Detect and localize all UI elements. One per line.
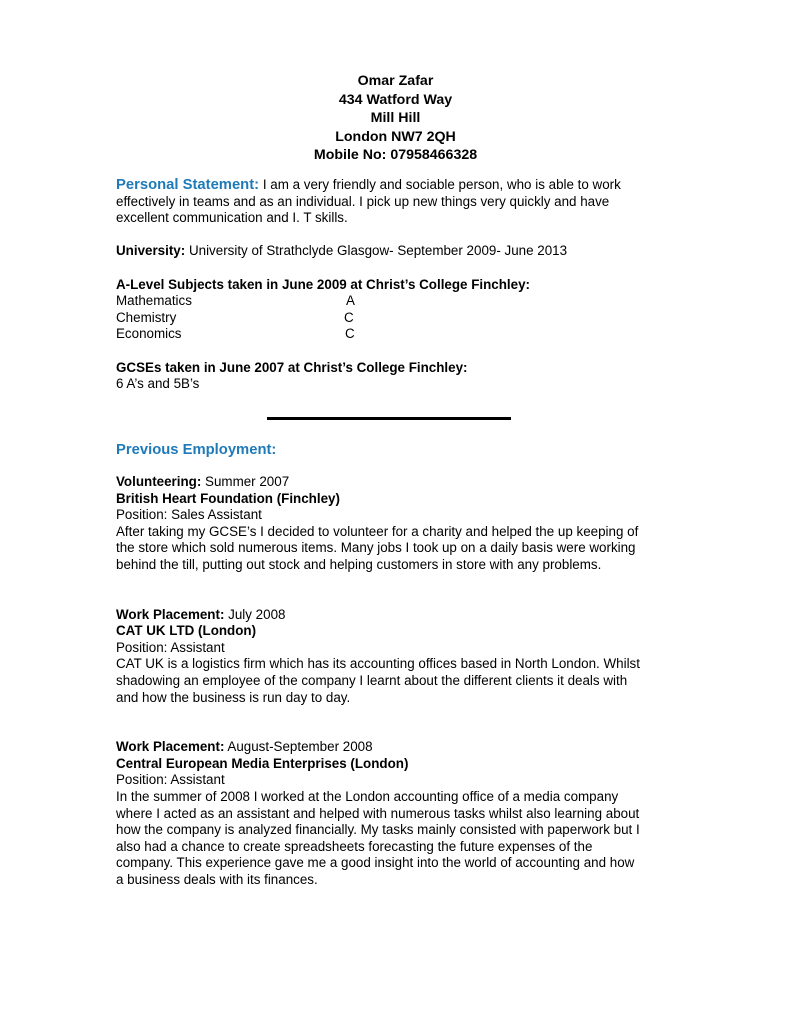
personal-statement-line-3: excellent communication and I. T skills. (116, 210, 348, 226)
alevel-grade: A (346, 293, 355, 309)
alevel-subject: Mathematics (116, 293, 192, 309)
job-description-line: In the summer of 2008 I worked at the London accounting office of a media company (116, 788, 619, 804)
alevel-grade: C (345, 326, 355, 342)
alevel-row (116, 326, 676, 343)
education-section (116, 177, 676, 393)
university-value: University of Strathclyde Glasgow- September 2009- June 2013 (188, 243, 568, 259)
alevel-grade: C (344, 309, 354, 325)
job-label: Work Placement: (116, 606, 225, 622)
job-date: Summer 2007 (205, 474, 290, 489)
personal-statement-title: Personal Statement: (116, 177, 260, 193)
job-description-line: the store which sold numerous items. Many jobs I took up on a daily basis were working (116, 540, 636, 556)
job-description-line: After taking my GCSE’s I decided to volunteer for a charity and helped the up keeping of (116, 523, 639, 539)
mobile-number: Mobile No: 07958466328 (313, 147, 478, 163)
job-date: August-September 2008 (227, 739, 373, 755)
job-label: Work Placement: (116, 739, 225, 755)
job-position: Position: Assistant (116, 772, 225, 788)
job-header (116, 739, 678, 756)
job-description-line: also had a chance to create spreadsheets forecasting the future expenses of the (116, 838, 593, 854)
job-header (116, 607, 678, 624)
job-position: Position: Sales Assistant (116, 507, 262, 523)
personal-statement-line-2: effectively in teams and as an individual. I pick up new things very quickly and have (116, 193, 610, 209)
alevels-title: A-Level Subjects taken in June 2009 at Christ’s College Finchley: (116, 276, 530, 292)
job-description-line: CAT UK is a logistics firm which has its accounting offices based in North London. Whilst (116, 656, 640, 672)
job-header (116, 474, 678, 491)
job-description-line: and how the business is run day to day. (116, 689, 351, 705)
alevel-subject: Economics (116, 326, 182, 342)
job-description-line: a business deals with its finances. (116, 871, 318, 887)
job-description-line: behind the till, putting out stock and helping customers in store with any problems. (116, 556, 602, 572)
address-line-1: 434 Watford Way (338, 91, 453, 108)
employment-title: Previous Employment: (116, 442, 277, 458)
job-company: Central European Media Enterprises (London) (116, 755, 409, 771)
contact-header (0, 72, 791, 165)
personal-statement-line-1: I am a very friendly and sociable person, who is able to work (262, 177, 621, 192)
job-description-line: where I acted as an assistant and helped with numerous tasks whilst also learning about (116, 805, 640, 821)
job-position: Position: Assistant (116, 639, 225, 655)
employment-section (116, 474, 678, 888)
job-description-line: shadowing an employee of the company I learnt about the different clients it deals with (116, 672, 628, 688)
university-label: University: (116, 243, 186, 259)
alevel-row (116, 293, 676, 310)
gcses-title: GCSEs taken in June 2007 at Christ’s College Finchley: (116, 359, 468, 375)
alevel-row (116, 310, 676, 327)
job-description-line: how the company is analyzed financially. My tasks mainly consisted with paperwork but I (116, 822, 640, 838)
address-line-3: London NW7 2QH (335, 128, 456, 145)
job-company: CAT UK LTD (London) (116, 623, 257, 639)
gcses-value: 6 A’s and 5B’s (116, 376, 200, 392)
section-divider (267, 417, 511, 420)
job-entry (116, 607, 678, 707)
job-label: Volunteering: (116, 474, 202, 489)
applicant-name: Omar Zafar (357, 73, 434, 89)
job-description-line: company. This experience gave me a good insight into the world of accounting and how (116, 855, 635, 871)
address-line-2: Mill Hill (370, 110, 421, 126)
job-date: July 2008 (228, 606, 286, 622)
university (116, 243, 676, 260)
job-entry (116, 739, 678, 888)
job-company: British Heart Foundation (Finchley) (116, 490, 340, 506)
alevel-subject: Chemistry (116, 309, 177, 325)
personal-statement (116, 177, 676, 194)
job-entry (116, 474, 678, 574)
